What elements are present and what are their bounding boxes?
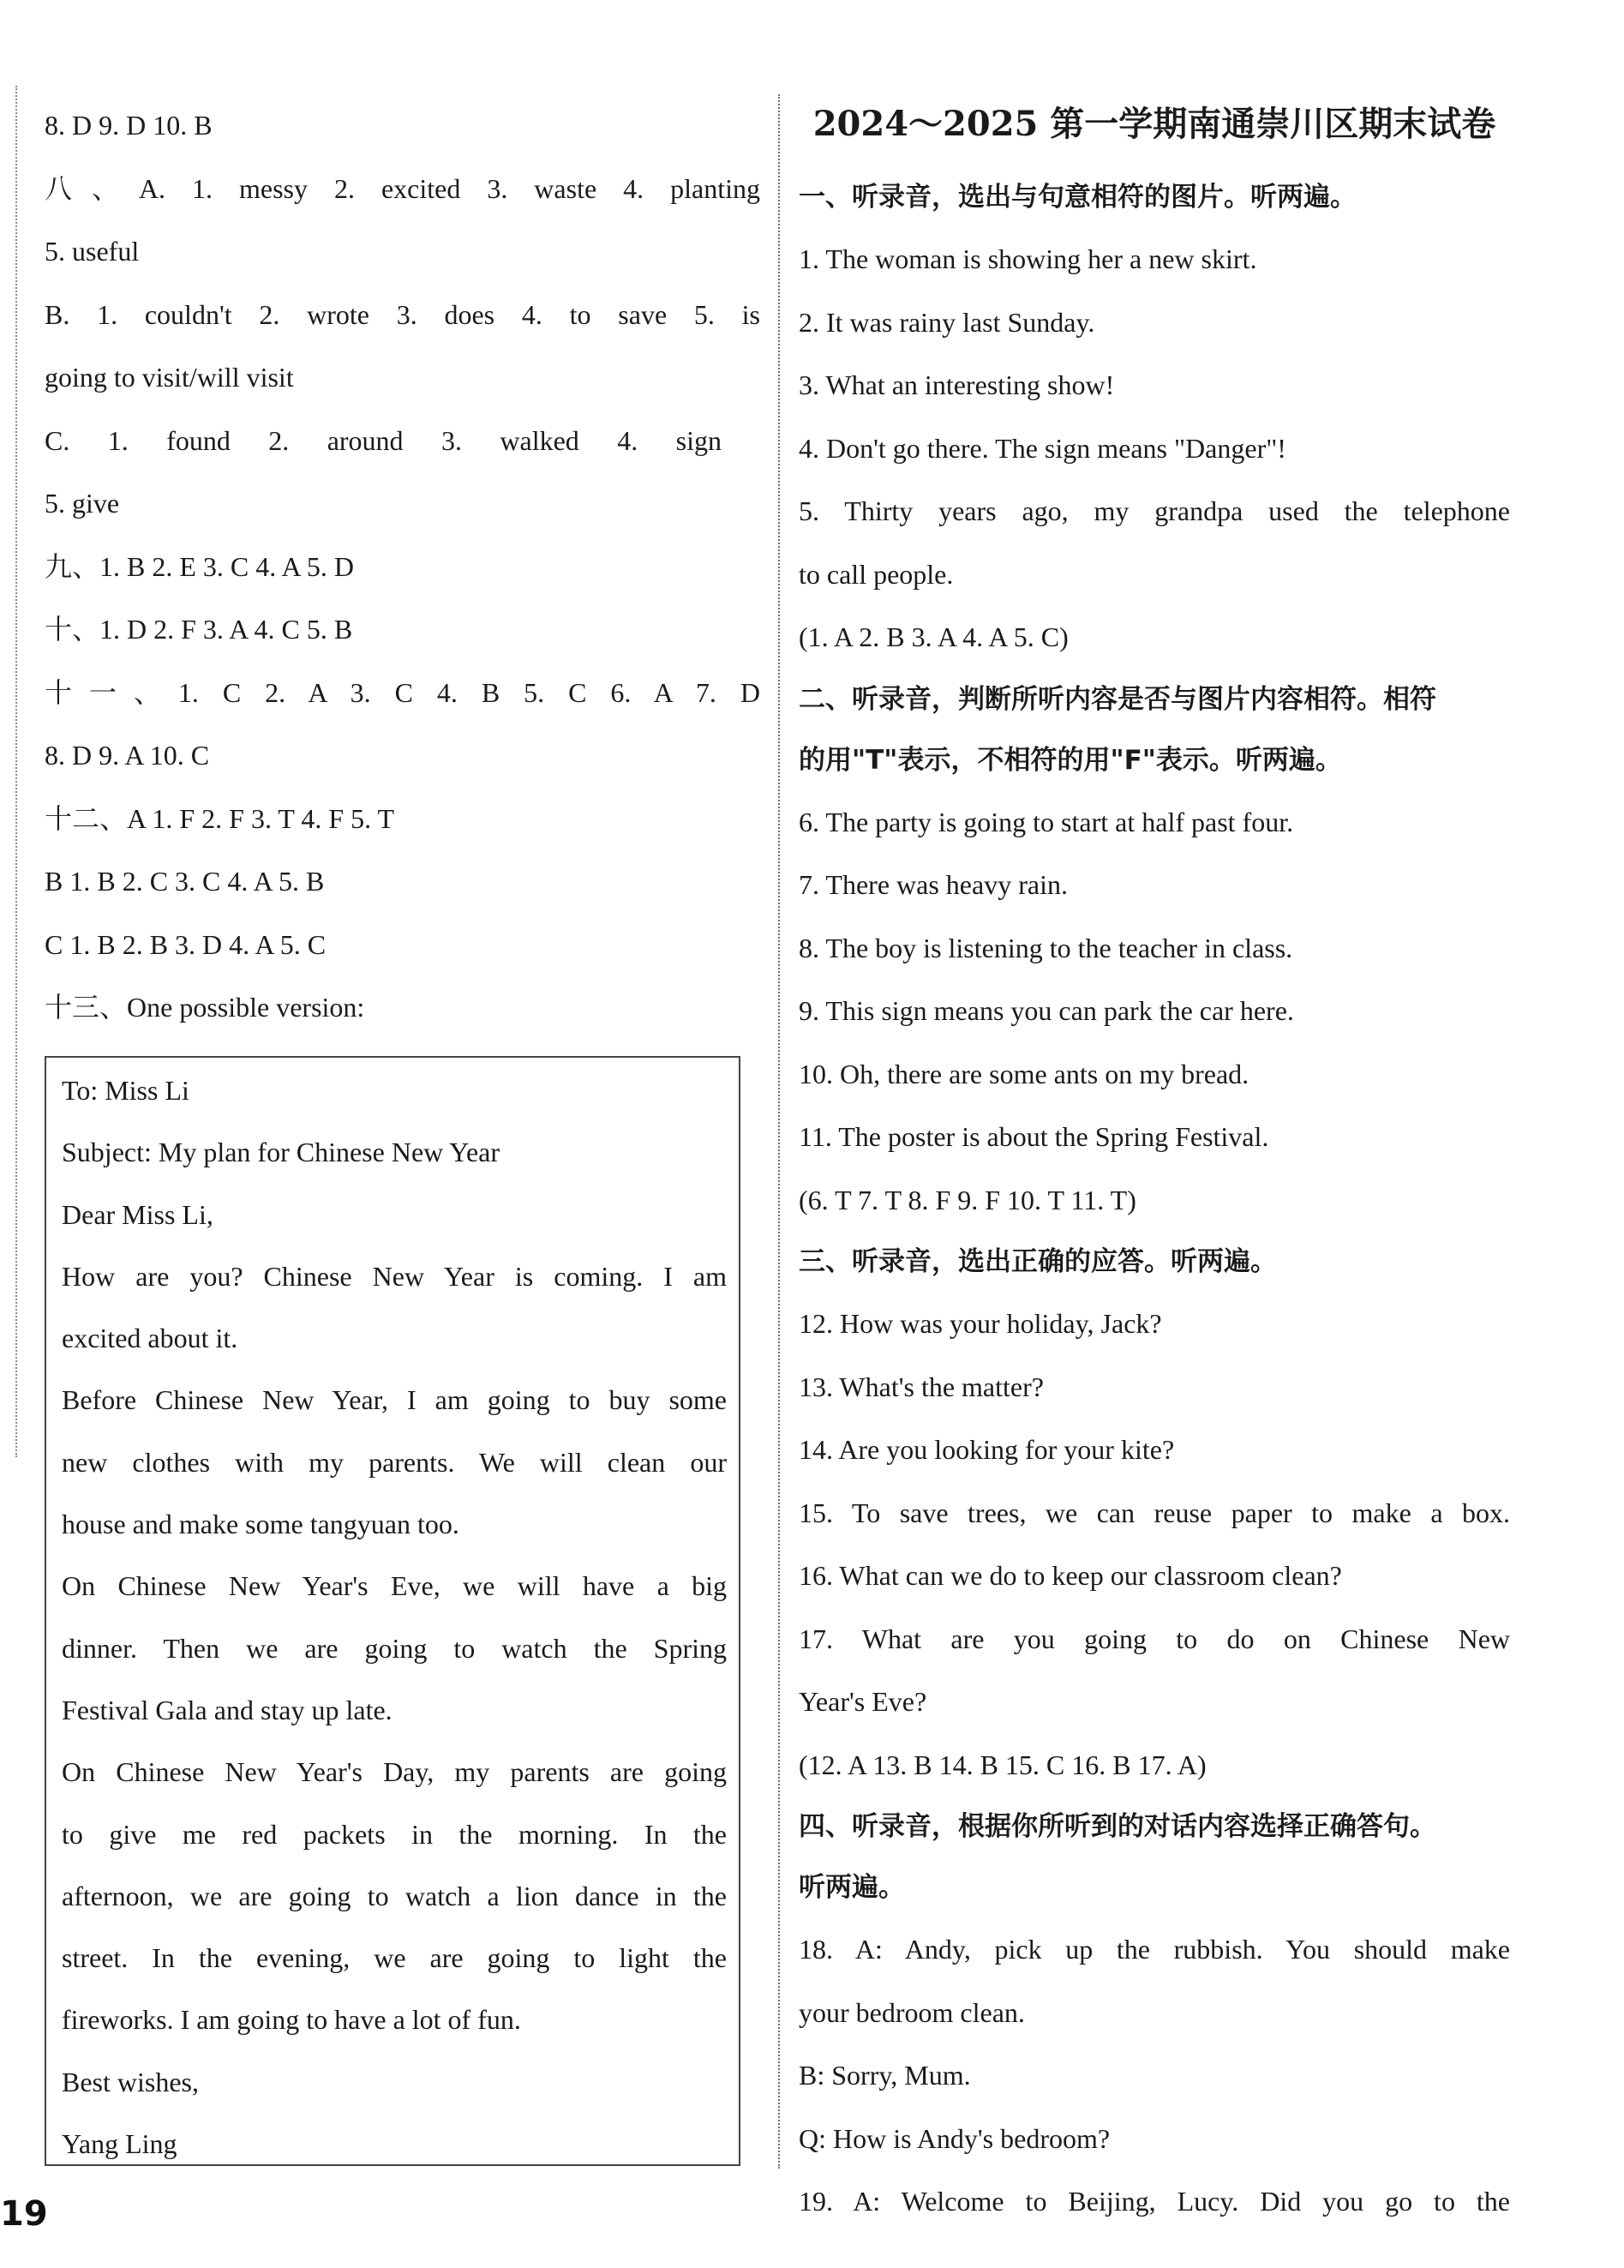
- script-line: 7. There was heavy rain.: [799, 869, 1068, 900]
- letter-line: street. In the evening, we are going to light the: [62, 1942, 727, 1974]
- letter-line: On Chinese New Year's Eve, we will have a big: [62, 1570, 727, 1602]
- exam-title: 2024～2025 第一学期南通崇川区期末试卷: [812, 104, 1496, 144]
- section-heading: 三、听录音，选出正确的应答。听两遍。: [799, 1246, 1277, 1277]
- page-number: 19: [0, 2194, 48, 2234]
- script-line: Q: How is Andy's bedroom?: [799, 2122, 1111, 2154]
- script-line: B: Sorry, Mum.: [799, 2060, 971, 2091]
- answer-line: 十二、A 1. F 2. F 3. T 4. F 5. T: [45, 802, 395, 834]
- right-column: [799, 94, 1510, 2234]
- answer-line: 5. useful: [45, 236, 140, 267]
- answer-line: 八、A. 1. messy 2. excited 3. waste 4. planting: [45, 172, 760, 204]
- letter-line: new clothes with my parents. We will clean our: [62, 1446, 727, 1478]
- letter-line: To: Miss Li: [62, 1075, 189, 1106]
- answer-key-line: (12. A 13. B 14. B 15. C 16. B 17. A): [799, 1749, 1207, 1780]
- letter-line: On Chinese New Year's Day, my parents are going: [62, 1756, 727, 1788]
- letter-line: to give me red packets in the morning. In the: [62, 1818, 727, 1850]
- script-line: your bedroom clean.: [799, 1996, 1025, 2028]
- letter-line: Subject: My plan for Chinese New Year: [62, 1137, 500, 1168]
- section-heading: 四、听录音，根据你所听到的对话内容选择正确答句。: [799, 1811, 1436, 1842]
- answer-line: B 1. B 2. C 3. C 4. A 5. B: [45, 866, 325, 897]
- script-line: 5. Thirty years ago, my grandpa used the telephone: [799, 495, 1510, 526]
- answer-key-line: (1. A 2. B 3. A 4. A 5. C): [799, 621, 1069, 652]
- letter-line: How are you? Chinese New Year is coming. I am: [62, 1260, 727, 1292]
- section-heading: 二、听录音，判断所听内容是否与图片内容相符。相符: [799, 683, 1436, 715]
- script-line: 16. What can we do to keep our classroom clean?: [799, 1560, 1342, 1591]
- script-line: 3. What an interesting show!: [799, 369, 1115, 400]
- section-heading: 听两遍。: [799, 1872, 905, 1903]
- script-line: 14. Are you looking for your kite?: [799, 1434, 1175, 1465]
- letter-line: Best wishes,: [62, 2066, 199, 2097]
- letter-line: Dear Miss Li,: [62, 1198, 213, 1230]
- letter-line: Yang Ling: [62, 2128, 177, 2160]
- section-heading: 的用"T"表示，不相符的用"F"表示。听两遍。: [799, 744, 1342, 776]
- script-line: 6. The party is going to start at half past four.: [799, 806, 1294, 837]
- letter-line: house and make some tangyuan too.: [62, 1509, 459, 1540]
- answer-line: 十、1. D 2. F 3. A 4. C 5. B: [45, 614, 353, 645]
- script-line: 1. The woman is showing her a new skirt.: [799, 243, 1257, 274]
- script-line: 11. The poster is about the Spring Festival.: [799, 1121, 1269, 1152]
- script-line: to call people.: [799, 558, 954, 590]
- binding-edge-dots: [15, 86, 17, 1457]
- script-line: 2. It was rainy last Sunday.: [799, 306, 1095, 338]
- answer-line: 8. D 9. A 10. C: [45, 740, 210, 771]
- answer-line: 九、1. B 2. E 3. C 4. A 5. D: [45, 550, 354, 582]
- answer-line: B. 1. couldn't 2. wrote 3. does 4. to save 5. is: [45, 298, 760, 330]
- script-line: 17. What are you going to do on Chinese New: [799, 1623, 1510, 1654]
- script-line: 13. What's the matter?: [799, 1371, 1044, 1402]
- left-column: [45, 94, 760, 1040]
- script-line: 8. The boy is listening to the teacher in class.: [799, 932, 1293, 963]
- answer-key-line: (6. T 7. T 8. F 9. F 10. T 11. T): [799, 1184, 1136, 1215]
- script-line: 19. A: Welcome to Beijing, Lucy. Did you go to the: [799, 2186, 1510, 2217]
- script-line: Year's Eve?: [799, 1686, 927, 1717]
- letter-line: afternoon, we are going to watch a lion dance in the: [62, 1880, 727, 1911]
- script-line: 10. Oh, there are some ants on my bread.: [799, 1058, 1249, 1089]
- answer-line: 十三、One possible version:: [45, 992, 365, 1023]
- script-line: 4. Don't go there. The sign means "Danger"!: [799, 432, 1286, 464]
- letter-line: Before Chinese New Year, I am going to buy some: [62, 1384, 727, 1416]
- answer-line: C 1. B 2. B 3. D 4. A 5. C: [45, 928, 327, 960]
- sample-letter-box: [45, 1056, 740, 2166]
- answer-line: C. 1. found 2. around 3. walked 4. sign: [45, 424, 722, 456]
- letter-line: fireworks. I am going to have a lot of fun.: [62, 2004, 521, 2036]
- column-divider: [778, 94, 780, 2169]
- answer-line: 5. give: [45, 488, 120, 519]
- answer-line: 8. D 9. D 10. B: [45, 110, 213, 141]
- letter-line: excited about it.: [62, 1323, 238, 1354]
- answer-line: 十一、1. C 2. A 3. C 4. B 5. C 6. A 7. D: [45, 676, 760, 708]
- script-line: 12. How was your holiday, Jack?: [799, 1308, 1162, 1339]
- answer-line: going to visit/will visit: [45, 362, 294, 393]
- letter-line: dinner. Then we are going to watch the Spring: [62, 1632, 727, 1664]
- section-heading: 一、听录音，选出与句意相符的图片。听两遍。: [799, 182, 1357, 213]
- script-line: 18. A: Andy, pick up the rubbish. You should make: [799, 1934, 1510, 1965]
- letter-line: Festival Gala and stay up late.: [62, 1694, 393, 1725]
- script-line: 15. To save trees, we can reuse paper to make a box.: [799, 1497, 1510, 1528]
- script-line: 9. This sign means you can park the car here.: [799, 995, 1294, 1026]
